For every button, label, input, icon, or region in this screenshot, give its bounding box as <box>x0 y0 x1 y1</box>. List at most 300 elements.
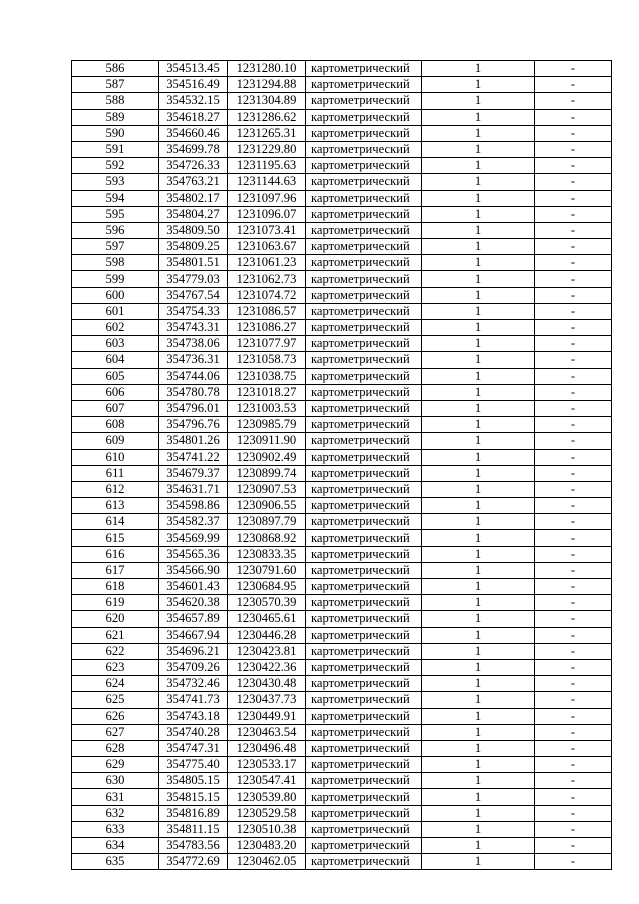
method-cell: картометрический <box>306 805 422 821</box>
note-cell: - <box>535 595 612 611</box>
accuracy-cell: 1 <box>422 336 535 352</box>
x-coordinate-cell: 354801.26 <box>159 433 228 449</box>
table-row <box>72 336 612 352</box>
x-coordinate-cell: 354775.40 <box>159 757 228 773</box>
document-page <box>71 60 611 870</box>
x-coordinate-cell: 354598.86 <box>159 498 228 514</box>
method-cell: картометрический <box>306 400 422 416</box>
accuracy-cell: 1 <box>422 449 535 465</box>
method-cell: картометрический <box>306 336 422 352</box>
x-coordinate-cell: 354566.90 <box>159 562 228 578</box>
note-cell: - <box>535 125 612 141</box>
x-coordinate-cell: 354747.31 <box>159 740 228 756</box>
point-number-cell: 620 <box>72 611 159 627</box>
method-cell: картометрический <box>306 417 422 433</box>
x-coordinate-cell: 354743.31 <box>159 320 228 336</box>
point-number-cell: 604 <box>72 352 159 368</box>
method-cell: картометрический <box>306 384 422 400</box>
table-row <box>72 417 612 433</box>
accuracy-cell: 1 <box>422 255 535 271</box>
y-coordinate-cell: 1230496.48 <box>228 740 306 756</box>
table-row <box>72 303 612 319</box>
note-cell: - <box>535 740 612 756</box>
note-cell: - <box>535 61 612 77</box>
x-coordinate-cell: 354732.46 <box>159 676 228 692</box>
y-coordinate-cell: 1230462.05 <box>228 854 306 870</box>
method-cell: картометрический <box>306 724 422 740</box>
table-row <box>72 611 612 627</box>
point-number-cell: 605 <box>72 368 159 384</box>
table-row <box>72 659 612 675</box>
table-row <box>72 789 612 805</box>
note-cell: - <box>535 481 612 497</box>
accuracy-cell: 1 <box>422 141 535 157</box>
point-number-cell: 589 <box>72 109 159 125</box>
x-coordinate-cell: 354767.54 <box>159 287 228 303</box>
table-row <box>72 595 612 611</box>
x-coordinate-cell: 354726.33 <box>159 158 228 174</box>
method-cell: картометрический <box>306 433 422 449</box>
table-row <box>72 449 612 465</box>
accuracy-cell: 1 <box>422 595 535 611</box>
table-row <box>72 158 612 174</box>
method-cell: картометрический <box>306 659 422 675</box>
table-row <box>72 125 612 141</box>
x-coordinate-cell: 354796.76 <box>159 417 228 433</box>
y-coordinate-cell: 1230906.55 <box>228 498 306 514</box>
accuracy-cell: 1 <box>422 222 535 238</box>
table-row <box>72 206 612 222</box>
note-cell: - <box>535 676 612 692</box>
point-number-cell: 617 <box>72 562 159 578</box>
x-coordinate-cell: 354660.46 <box>159 125 228 141</box>
table-row <box>72 433 612 449</box>
note-cell: - <box>535 643 612 659</box>
note-cell: - <box>535 546 612 562</box>
y-coordinate-cell: 1231144.63 <box>228 174 306 190</box>
table-row <box>72 854 612 870</box>
y-coordinate-cell: 1230907.53 <box>228 481 306 497</box>
point-number-cell: 609 <box>72 433 159 449</box>
note-cell: - <box>535 449 612 465</box>
table-row <box>72 530 612 546</box>
x-coordinate-cell: 354738.06 <box>159 336 228 352</box>
accuracy-cell: 1 <box>422 579 535 595</box>
point-number-cell: 618 <box>72 579 159 595</box>
accuracy-cell: 1 <box>422 854 535 870</box>
y-coordinate-cell: 1230911.90 <box>228 433 306 449</box>
note-cell: - <box>535 417 612 433</box>
y-coordinate-cell: 1231280.10 <box>228 61 306 77</box>
note-cell: - <box>535 579 612 595</box>
y-coordinate-cell: 1231086.27 <box>228 320 306 336</box>
accuracy-cell: 1 <box>422 514 535 530</box>
table-row <box>72 740 612 756</box>
table-row <box>72 838 612 854</box>
accuracy-cell: 1 <box>422 417 535 433</box>
note-cell: - <box>535 271 612 287</box>
x-coordinate-cell: 354741.22 <box>159 449 228 465</box>
note-cell: - <box>535 530 612 546</box>
note-cell: - <box>535 336 612 352</box>
point-number-cell: 592 <box>72 158 159 174</box>
point-number-cell: 595 <box>72 206 159 222</box>
y-coordinate-cell: 1230423.81 <box>228 643 306 659</box>
note-cell: - <box>535 255 612 271</box>
note-cell: - <box>535 821 612 837</box>
x-coordinate-cell: 354809.50 <box>159 222 228 238</box>
table-row <box>72 190 612 206</box>
y-coordinate-cell: 1231265.31 <box>228 125 306 141</box>
note-cell: - <box>535 93 612 109</box>
point-number-cell: 621 <box>72 627 159 643</box>
point-number-cell: 623 <box>72 659 159 675</box>
table-row <box>72 93 612 109</box>
y-coordinate-cell: 1230902.49 <box>228 449 306 465</box>
point-number-cell: 600 <box>72 287 159 303</box>
table-row <box>72 271 612 287</box>
x-coordinate-cell: 354772.69 <box>159 854 228 870</box>
point-number-cell: 601 <box>72 303 159 319</box>
accuracy-cell: 1 <box>422 546 535 562</box>
x-coordinate-cell: 354565.36 <box>159 546 228 562</box>
accuracy-cell: 1 <box>422 206 535 222</box>
accuracy-cell: 1 <box>422 93 535 109</box>
x-coordinate-cell: 354811.15 <box>159 821 228 837</box>
note-cell: - <box>535 303 612 319</box>
y-coordinate-cell: 1231062.73 <box>228 271 306 287</box>
note-cell: - <box>535 773 612 789</box>
point-number-cell: 607 <box>72 400 159 416</box>
x-coordinate-cell: 354743.18 <box>159 708 228 724</box>
accuracy-cell: 1 <box>422 320 535 336</box>
point-number-cell: 598 <box>72 255 159 271</box>
accuracy-cell: 1 <box>422 789 535 805</box>
method-cell: картометрический <box>306 611 422 627</box>
method-cell: картометрический <box>306 627 422 643</box>
x-coordinate-cell: 354741.73 <box>159 692 228 708</box>
note-cell: - <box>535 368 612 384</box>
table-row <box>72 141 612 157</box>
y-coordinate-cell: 1231074.72 <box>228 287 306 303</box>
point-number-cell: 630 <box>72 773 159 789</box>
table-row <box>72 643 612 659</box>
accuracy-cell: 1 <box>422 838 535 854</box>
x-coordinate-cell: 354667.94 <box>159 627 228 643</box>
method-cell: картометрический <box>306 206 422 222</box>
point-number-cell: 588 <box>72 93 159 109</box>
method-cell: картометрический <box>306 61 422 77</box>
x-coordinate-cell: 354516.49 <box>159 77 228 93</box>
y-coordinate-cell: 1231003.53 <box>228 400 306 416</box>
accuracy-cell: 1 <box>422 77 535 93</box>
x-coordinate-cell: 354801.51 <box>159 255 228 271</box>
point-number-cell: 597 <box>72 239 159 255</box>
note-cell: - <box>535 222 612 238</box>
y-coordinate-cell: 1230868.92 <box>228 530 306 546</box>
method-cell: картометрический <box>306 303 422 319</box>
table-row <box>72 481 612 497</box>
note-cell: - <box>535 757 612 773</box>
x-coordinate-cell: 354582.37 <box>159 514 228 530</box>
method-cell: картометрический <box>306 773 422 789</box>
accuracy-cell: 1 <box>422 562 535 578</box>
x-coordinate-cell: 354816.89 <box>159 805 228 821</box>
accuracy-cell: 1 <box>422 400 535 416</box>
table-row <box>72 400 612 416</box>
accuracy-cell: 1 <box>422 190 535 206</box>
y-coordinate-cell: 1231286.62 <box>228 109 306 125</box>
method-cell: картометрический <box>306 239 422 255</box>
point-number-cell: 586 <box>72 61 159 77</box>
method-cell: картометрический <box>306 514 422 530</box>
x-coordinate-cell: 354802.17 <box>159 190 228 206</box>
accuracy-cell: 1 <box>422 174 535 190</box>
x-coordinate-cell: 354744.06 <box>159 368 228 384</box>
x-coordinate-cell: 354736.31 <box>159 352 228 368</box>
table-row <box>72 805 612 821</box>
note-cell: - <box>535 611 612 627</box>
note-cell: - <box>535 384 612 400</box>
method-cell: картометрический <box>306 449 422 465</box>
table-row <box>72 724 612 740</box>
y-coordinate-cell: 1231061.23 <box>228 255 306 271</box>
table-row <box>72 320 612 336</box>
table-row <box>72 222 612 238</box>
accuracy-cell: 1 <box>422 692 535 708</box>
point-number-cell: 591 <box>72 141 159 157</box>
y-coordinate-cell: 1230899.74 <box>228 465 306 481</box>
method-cell: картометрический <box>306 93 422 109</box>
accuracy-cell: 1 <box>422 384 535 400</box>
table-row <box>72 708 612 724</box>
note-cell: - <box>535 692 612 708</box>
point-number-cell: 629 <box>72 757 159 773</box>
point-number-cell: 587 <box>72 77 159 93</box>
accuracy-cell: 1 <box>422 433 535 449</box>
coordinates-table <box>71 60 612 870</box>
method-cell: картометрический <box>306 77 422 93</box>
y-coordinate-cell: 1231073.41 <box>228 222 306 238</box>
accuracy-cell: 1 <box>422 773 535 789</box>
method-cell: картометрический <box>306 546 422 562</box>
note-cell: - <box>535 854 612 870</box>
point-number-cell: 634 <box>72 838 159 854</box>
point-number-cell: 628 <box>72 740 159 756</box>
point-number-cell: 611 <box>72 465 159 481</box>
y-coordinate-cell: 1230539.80 <box>228 789 306 805</box>
x-coordinate-cell: 354618.27 <box>159 109 228 125</box>
x-coordinate-cell: 354779.03 <box>159 271 228 287</box>
accuracy-cell: 1 <box>422 271 535 287</box>
method-cell: картометрический <box>306 481 422 497</box>
point-number-cell: 633 <box>72 821 159 837</box>
coordinates-table-body <box>72 61 612 870</box>
y-coordinate-cell: 1230791.60 <box>228 562 306 578</box>
table-row <box>72 287 612 303</box>
note-cell: - <box>535 659 612 675</box>
point-number-cell: 594 <box>72 190 159 206</box>
y-coordinate-cell: 1230897.79 <box>228 514 306 530</box>
table-row <box>72 368 612 384</box>
accuracy-cell: 1 <box>422 61 535 77</box>
point-number-cell: 625 <box>72 692 159 708</box>
x-coordinate-cell: 354783.56 <box>159 838 228 854</box>
x-coordinate-cell: 354804.27 <box>159 206 228 222</box>
y-coordinate-cell: 1231038.75 <box>228 368 306 384</box>
note-cell: - <box>535 174 612 190</box>
method-cell: картометрический <box>306 320 422 336</box>
y-coordinate-cell: 1230570.39 <box>228 595 306 611</box>
x-coordinate-cell: 354620.38 <box>159 595 228 611</box>
point-number-cell: 608 <box>72 417 159 433</box>
method-cell: картометрический <box>306 222 422 238</box>
point-number-cell: 624 <box>72 676 159 692</box>
y-coordinate-cell: 1231097.96 <box>228 190 306 206</box>
x-coordinate-cell: 354679.37 <box>159 465 228 481</box>
accuracy-cell: 1 <box>422 158 535 174</box>
x-coordinate-cell: 354740.28 <box>159 724 228 740</box>
y-coordinate-cell: 1231077.97 <box>228 336 306 352</box>
point-number-cell: 612 <box>72 481 159 497</box>
method-cell: картометрический <box>306 368 422 384</box>
accuracy-cell: 1 <box>422 757 535 773</box>
y-coordinate-cell: 1231096.07 <box>228 206 306 222</box>
point-number-cell: 614 <box>72 514 159 530</box>
method-cell: картометрический <box>306 109 422 125</box>
method-cell: картометрический <box>306 271 422 287</box>
y-coordinate-cell: 1230547.41 <box>228 773 306 789</box>
accuracy-cell: 1 <box>422 611 535 627</box>
method-cell: картометрический <box>306 676 422 692</box>
point-number-cell: 606 <box>72 384 159 400</box>
y-coordinate-cell: 1230430.48 <box>228 676 306 692</box>
y-coordinate-cell: 1230422.36 <box>228 659 306 675</box>
note-cell: - <box>535 708 612 724</box>
note-cell: - <box>535 627 612 643</box>
point-number-cell: 631 <box>72 789 159 805</box>
method-cell: картометрический <box>306 579 422 595</box>
y-coordinate-cell: 1231229.80 <box>228 141 306 157</box>
method-cell: картометрический <box>306 287 422 303</box>
point-number-cell: 610 <box>72 449 159 465</box>
y-coordinate-cell: 1231058.73 <box>228 352 306 368</box>
table-row <box>72 562 612 578</box>
note-cell: - <box>535 158 612 174</box>
table-row <box>72 174 612 190</box>
note-cell: - <box>535 190 612 206</box>
point-number-cell: 603 <box>72 336 159 352</box>
accuracy-cell: 1 <box>422 352 535 368</box>
accuracy-cell: 1 <box>422 368 535 384</box>
note-cell: - <box>535 433 612 449</box>
point-number-cell: 626 <box>72 708 159 724</box>
note-cell: - <box>535 352 612 368</box>
note-cell: - <box>535 320 612 336</box>
note-cell: - <box>535 109 612 125</box>
table-row <box>72 109 612 125</box>
y-coordinate-cell: 1231086.57 <box>228 303 306 319</box>
method-cell: картометрический <box>306 125 422 141</box>
method-cell: картометрический <box>306 643 422 659</box>
accuracy-cell: 1 <box>422 303 535 319</box>
x-coordinate-cell: 354513.45 <box>159 61 228 77</box>
note-cell: - <box>535 789 612 805</box>
accuracy-cell: 1 <box>422 724 535 740</box>
table-row <box>72 692 612 708</box>
x-coordinate-cell: 354809.25 <box>159 239 228 255</box>
accuracy-cell: 1 <box>422 498 535 514</box>
point-number-cell: 616 <box>72 546 159 562</box>
y-coordinate-cell: 1230529.58 <box>228 805 306 821</box>
table-row <box>72 61 612 77</box>
note-cell: - <box>535 498 612 514</box>
accuracy-cell: 1 <box>422 530 535 546</box>
method-cell: картометрический <box>306 352 422 368</box>
note-cell: - <box>535 141 612 157</box>
accuracy-cell: 1 <box>422 465 535 481</box>
point-number-cell: 632 <box>72 805 159 821</box>
note-cell: - <box>535 562 612 578</box>
table-row <box>72 514 612 530</box>
x-coordinate-cell: 354815.15 <box>159 789 228 805</box>
table-row <box>72 773 612 789</box>
accuracy-cell: 1 <box>422 676 535 692</box>
x-coordinate-cell: 354696.21 <box>159 643 228 659</box>
y-coordinate-cell: 1230533.17 <box>228 757 306 773</box>
accuracy-cell: 1 <box>422 659 535 675</box>
y-coordinate-cell: 1231018.27 <box>228 384 306 400</box>
method-cell: картометрический <box>306 255 422 271</box>
y-coordinate-cell: 1230684.95 <box>228 579 306 595</box>
table-row <box>72 546 612 562</box>
table-row <box>72 821 612 837</box>
point-number-cell: 619 <box>72 595 159 611</box>
table-row <box>72 352 612 368</box>
y-coordinate-cell: 1231195.63 <box>228 158 306 174</box>
point-number-cell: 593 <box>72 174 159 190</box>
accuracy-cell: 1 <box>422 239 535 255</box>
y-coordinate-cell: 1230510.38 <box>228 821 306 837</box>
y-coordinate-cell: 1230446.28 <box>228 627 306 643</box>
table-row <box>72 239 612 255</box>
x-coordinate-cell: 354569.99 <box>159 530 228 546</box>
table-row <box>72 627 612 643</box>
note-cell: - <box>535 724 612 740</box>
table-row <box>72 676 612 692</box>
method-cell: картометрический <box>306 498 422 514</box>
method-cell: картометрический <box>306 740 422 756</box>
x-coordinate-cell: 354709.26 <box>159 659 228 675</box>
accuracy-cell: 1 <box>422 643 535 659</box>
point-number-cell: 613 <box>72 498 159 514</box>
y-coordinate-cell: 1230465.61 <box>228 611 306 627</box>
accuracy-cell: 1 <box>422 481 535 497</box>
table-row <box>72 498 612 514</box>
y-coordinate-cell: 1230833.35 <box>228 546 306 562</box>
note-cell: - <box>535 805 612 821</box>
method-cell: картометрический <box>306 158 422 174</box>
point-number-cell: 615 <box>72 530 159 546</box>
x-coordinate-cell: 354805.15 <box>159 773 228 789</box>
table-row <box>72 465 612 481</box>
table-row <box>72 757 612 773</box>
accuracy-cell: 1 <box>422 287 535 303</box>
method-cell: картометрический <box>306 141 422 157</box>
method-cell: картометрический <box>306 757 422 773</box>
x-coordinate-cell: 354796.01 <box>159 400 228 416</box>
note-cell: - <box>535 514 612 530</box>
